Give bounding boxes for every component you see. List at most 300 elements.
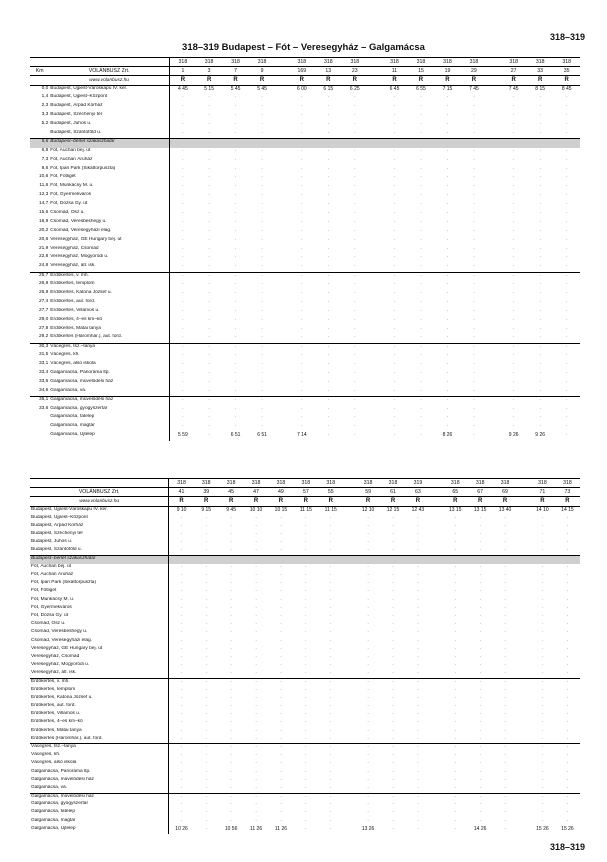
stop-name: Erdőkertes, Katona József u. — [49, 290, 169, 299]
departure-time: · — [234, 281, 237, 288]
departure-time: · — [393, 192, 396, 199]
departure-time: · — [234, 397, 237, 404]
departure-time: · — [255, 727, 257, 734]
stop-name: Csomád, Veresegyházi elág. — [30, 638, 169, 646]
departure-time: · — [261, 352, 263, 359]
departure-time: · — [565, 156, 568, 163]
departure-time: · — [473, 325, 475, 332]
departure-time: · — [417, 776, 419, 783]
departure-time: · — [280, 629, 282, 636]
departure-time: · — [234, 370, 237, 376]
departure-time: · — [353, 245, 356, 252]
departure-time: · — [300, 361, 303, 368]
km-value: 31,5 — [38, 352, 49, 358]
departure-time: 11 15 — [324, 507, 337, 513]
departure-time: · — [327, 112, 330, 119]
departure-time: · — [327, 432, 330, 439]
table-row — [30, 352, 580, 361]
departure-time — [430, 531, 442, 539]
table-row — [30, 638, 580, 646]
departure-time: · — [504, 604, 506, 611]
trip-number: 9 — [249, 67, 275, 76]
table-row — [30, 736, 580, 744]
departure-time: · — [512, 272, 515, 279]
departure-time — [487, 94, 500, 103]
departure-time: · — [261, 289, 263, 296]
departure-time: · — [261, 307, 263, 314]
departure-time — [343, 523, 355, 531]
departure-time: · — [255, 522, 257, 529]
departure-time: · — [205, 514, 208, 521]
departure-time: · — [315, 334, 341, 343]
departure-time — [343, 507, 355, 515]
departure-time: · — [454, 588, 457, 595]
departure-time: · — [392, 596, 394, 603]
departure-time: · — [565, 272, 568, 279]
departure-time: · — [208, 218, 210, 225]
table-row — [30, 343, 580, 352]
departure-time: · — [353, 121, 356, 128]
departure-time: · — [539, 405, 541, 412]
departure-time: · — [405, 736, 430, 744]
departure-time: · — [541, 760, 544, 767]
departure-time — [487, 361, 500, 370]
route-number — [487, 58, 500, 67]
departure-time — [487, 414, 500, 423]
departure-time: · — [261, 281, 263, 288]
departure-time — [343, 744, 355, 752]
departure-time: · — [205, 588, 208, 595]
route-number: 318 — [530, 479, 555, 488]
departure-time: · — [208, 112, 210, 119]
departure-time: · — [392, 612, 394, 619]
departure-time: · — [280, 711, 282, 718]
departure-time: · — [434, 334, 460, 343]
departure-time: · — [261, 361, 263, 368]
departure-time — [487, 166, 500, 175]
departure-time — [368, 290, 381, 299]
departure-time: · — [182, 414, 184, 421]
departure-time: · — [566, 572, 569, 578]
reservation-flag: R — [527, 76, 553, 86]
departure-time: · — [541, 711, 544, 718]
departure-time — [275, 299, 288, 308]
departure-time: · — [566, 711, 569, 718]
departure-time: · — [230, 563, 232, 570]
departure-time: · — [446, 414, 449, 421]
departure-time: · — [420, 414, 422, 421]
table-row — [30, 785, 580, 793]
departure-time: · — [327, 361, 330, 368]
departure-time: · — [504, 686, 506, 693]
stop-name: Budapest, Széchenyi tér — [30, 531, 169, 539]
departure-time: · — [565, 405, 568, 412]
departure-time: · — [261, 112, 263, 119]
departure-time: · — [473, 147, 475, 154]
table-row — [30, 711, 580, 719]
route-number — [368, 58, 381, 67]
departure-time: · — [420, 432, 422, 439]
departure-time: · — [512, 307, 515, 314]
stop-name: Budapest, Juhos u. — [30, 539, 169, 547]
departure-time: · — [208, 156, 210, 163]
departure-time: · — [473, 245, 475, 252]
departure-time: · — [353, 397, 356, 404]
departure-time: · — [420, 156, 422, 163]
departure-time: · — [504, 793, 506, 800]
departure-time: · — [479, 522, 481, 529]
table-row — [30, 157, 580, 166]
departure-time: · — [230, 604, 232, 611]
departure-time: · — [539, 165, 541, 172]
departure-time: · — [504, 539, 506, 546]
departure-time: · — [393, 405, 396, 412]
departure-time: · — [280, 768, 282, 775]
departure-time: · — [280, 596, 282, 603]
departure-time: · — [393, 227, 396, 234]
departure-time: · — [504, 629, 506, 636]
departure-time: · — [417, 539, 419, 546]
departure-time: · — [566, 694, 569, 701]
departure-time — [275, 370, 288, 379]
departure-time: 14 26 — [473, 825, 487, 832]
departure-time: · — [417, 662, 419, 669]
table-row — [30, 801, 580, 809]
departure-time: · — [300, 147, 303, 154]
departure-time: · — [504, 588, 506, 595]
departure-time — [275, 148, 288, 157]
departure-time — [343, 793, 355, 801]
departure-time: 14 15 — [561, 507, 574, 513]
departure-time: · — [512, 156, 515, 163]
departure-time: · — [305, 776, 307, 783]
departure-time: · — [300, 201, 303, 208]
table-row — [30, 678, 580, 686]
departure-time: · — [367, 703, 369, 709]
departure-time: · — [205, 629, 208, 636]
departure-time: 12 10 — [361, 507, 375, 513]
departure-time — [275, 210, 288, 219]
departure-time — [343, 752, 355, 760]
departure-time: · — [417, 596, 419, 603]
departure-time: · — [454, 572, 457, 578]
corner-route-label-bottom: 318–319 — [549, 842, 585, 852]
departure-time — [518, 760, 530, 768]
departure-time: · — [219, 670, 244, 678]
stop-name: Galgamácsa, gyógyszertár — [49, 406, 169, 415]
departure-time: · — [280, 776, 282, 783]
reservation-flag: R — [289, 76, 315, 86]
departure-time: · — [255, 801, 257, 808]
departure-time: · — [180, 694, 183, 701]
departure-time: · — [392, 752, 394, 759]
departure-time: · — [565, 183, 568, 190]
departure-time: · — [234, 165, 237, 172]
departure-time: · — [454, 752, 457, 759]
corner-route-label-top: 318–319 — [549, 32, 585, 42]
departure-time: · — [305, 686, 307, 693]
departure-time: · — [565, 307, 568, 314]
departure-time — [487, 397, 500, 406]
departure-time: · — [417, 629, 419, 636]
departure-time — [368, 299, 381, 308]
departure-time: · — [268, 785, 293, 793]
departure-time: · — [392, 645, 394, 652]
departure-time: · — [473, 307, 475, 314]
departure-time: · — [479, 793, 481, 800]
km-value: 33,6 — [38, 405, 49, 411]
departure-time: · — [300, 165, 303, 172]
departure-time: · — [255, 694, 257, 701]
departure-time: · — [356, 785, 381, 793]
departure-time: · — [392, 744, 394, 751]
departure-time: · — [393, 183, 396, 190]
departure-time: · — [446, 236, 449, 243]
departure-time: · — [392, 694, 394, 701]
stop-name: Galgamácsa, magtár — [49, 423, 169, 432]
departure-time: · — [393, 112, 396, 119]
departure-time: · — [261, 378, 263, 385]
departure-time — [487, 219, 500, 228]
departure-time: · — [208, 236, 210, 243]
departure-time: · — [393, 370, 396, 376]
departure-time: · — [446, 361, 449, 368]
departure-time: 15 26 — [561, 825, 574, 832]
departure-time: · — [468, 670, 493, 678]
departure-time: · — [539, 397, 541, 404]
route-number-row — [30, 58, 580, 67]
departure-time: · — [230, 629, 232, 636]
departure-time: · — [566, 752, 569, 759]
departure-time: · — [565, 423, 568, 430]
departure-time — [430, 728, 442, 736]
departure-time: 7 15 — [442, 86, 453, 92]
departure-time: · — [205, 703, 208, 709]
departure-time: · — [300, 298, 303, 305]
departure-time: · — [367, 678, 369, 685]
reservation-flag: R — [318, 497, 343, 507]
departure-time — [430, 752, 442, 760]
departure-time: · — [565, 121, 568, 128]
departure-time: · — [392, 637, 394, 644]
trip-number — [518, 488, 530, 497]
departure-time: · — [504, 711, 506, 718]
departure-time — [487, 263, 500, 272]
departure-time: · — [219, 736, 244, 744]
departure-time: · — [566, 768, 569, 775]
table-row — [30, 687, 580, 695]
departure-time: 6 15 — [323, 86, 334, 92]
departure-time: · — [527, 130, 553, 139]
departure-time: · — [479, 645, 481, 652]
trip-number-row — [30, 488, 580, 497]
departure-time: · — [512, 423, 515, 430]
departure-time: · — [300, 414, 303, 421]
departure-time — [368, 414, 381, 423]
departure-time: · — [300, 316, 303, 323]
departure-time: · — [539, 94, 541, 101]
departure-time: · — [393, 281, 396, 288]
stop-name: Budapest, Juhos u. — [49, 121, 169, 130]
departure-time: · — [300, 103, 303, 110]
departure-time: · — [255, 637, 257, 644]
departure-time: · — [566, 703, 569, 709]
table-row — [30, 769, 580, 777]
table-row — [30, 228, 580, 237]
trip-number: 33 — [527, 67, 553, 76]
departure-time: · — [479, 744, 481, 751]
departure-time: · — [255, 653, 257, 660]
route-number: 318 — [315, 58, 341, 67]
km-header: Km — [30, 67, 49, 76]
stop-name: Budapest, Széchenyi tér — [49, 112, 169, 121]
departure-time: · — [479, 719, 481, 726]
departure-time: · — [280, 563, 282, 570]
departure-time: · — [541, 539, 544, 546]
departure-time: · — [329, 621, 332, 628]
departure-time: · — [392, 727, 394, 734]
departure-time: · — [293, 785, 318, 793]
departure-time — [430, 711, 442, 719]
departure-time: · — [230, 637, 232, 644]
departure-time: · — [208, 281, 210, 288]
departure-time: · — [479, 703, 481, 709]
table-row — [30, 703, 580, 711]
departure-time: · — [367, 719, 369, 726]
departure-time: · — [420, 254, 422, 261]
departure-time: · — [327, 254, 330, 261]
departure-time: · — [541, 817, 544, 824]
stop-name: Erdőkertes, Villamos u. — [30, 711, 169, 719]
departure-time: · — [329, 531, 332, 538]
km-value: 0,0 — [41, 86, 49, 91]
departure-time: · — [446, 397, 449, 404]
departure-time: · — [504, 531, 506, 538]
departure-time: · — [541, 596, 544, 603]
departure-time: · — [255, 703, 257, 709]
departure-time: · — [255, 514, 257, 521]
route-number: 318 — [555, 479, 580, 488]
departure-time: · — [541, 686, 544, 693]
departure-time: · — [565, 432, 568, 439]
departure-time: 12 15 — [386, 507, 400, 513]
departure-time: · — [305, 604, 307, 611]
departure-time: · — [230, 809, 232, 816]
departure-time — [518, 826, 530, 834]
departure-time: · — [446, 245, 449, 252]
km-value — [30, 130, 49, 139]
departure-time: · — [446, 254, 449, 261]
departure-time: · — [280, 580, 282, 587]
departure-time: · — [512, 103, 515, 110]
departure-time: · — [539, 298, 541, 305]
departure-time: · — [393, 94, 396, 101]
departure-time: · — [392, 760, 394, 767]
departure-time: · — [230, 727, 232, 734]
departure-time: · — [539, 423, 541, 430]
departure-time: · — [446, 192, 449, 199]
departure-time: · — [208, 316, 210, 323]
departure-time: · — [305, 694, 307, 701]
departure-time: · — [417, 801, 419, 808]
departure-time: · — [539, 201, 541, 208]
departure-time: · — [255, 604, 257, 611]
stop-name: Veresegyház, átl. isk. — [49, 263, 169, 272]
km-value: 15,6 — [38, 209, 49, 215]
departure-time: · — [169, 785, 194, 793]
stop-name: Budapest–bérlet szakaszhatár — [30, 556, 169, 564]
departure-time: · — [208, 370, 210, 376]
departure-time: · — [454, 645, 457, 652]
trip-number: 11 — [381, 67, 407, 76]
departure-time — [487, 103, 500, 112]
departure-time — [430, 744, 442, 752]
header-blank — [30, 479, 169, 488]
departure-time: · — [512, 298, 515, 305]
departure-time — [518, 654, 530, 662]
departure-time: · — [180, 686, 183, 693]
departure-time: · — [196, 388, 222, 397]
departure-time: · — [512, 316, 515, 323]
trip-number: 35 — [553, 67, 580, 76]
departure-time — [430, 580, 442, 588]
departure-time: · — [565, 174, 568, 181]
departure-time: · — [329, 809, 332, 816]
departure-time: · — [300, 94, 303, 101]
departure-time: · — [479, 572, 481, 578]
route-number: 318 — [461, 58, 487, 67]
departure-time: · — [454, 686, 457, 693]
departure-time: 13 40 — [498, 507, 512, 513]
departure-time: · — [230, 703, 232, 709]
trip-number: 15 — [408, 67, 434, 76]
km-value: 24,8 — [30, 263, 49, 272]
departure-time: · — [473, 94, 475, 101]
departure-time: · — [530, 785, 555, 793]
departure-time — [430, 539, 442, 547]
departure-time: · — [205, 522, 208, 529]
departure-time: · — [329, 580, 332, 587]
departure-time — [343, 539, 355, 547]
departure-time: · — [255, 645, 257, 652]
departure-time: · — [182, 174, 184, 181]
departure-time: · — [367, 686, 369, 693]
departure-time: · — [512, 227, 515, 234]
departure-time: · — [353, 414, 356, 421]
departure-time: · — [353, 254, 356, 261]
departure-time: · — [392, 572, 394, 578]
departure-time: · — [479, 580, 481, 587]
departure-time: · — [504, 522, 506, 529]
stop-name: Fót, Dózsa Gy. út — [49, 201, 169, 210]
km-value: 26,8 — [38, 281, 49, 287]
table-row — [30, 728, 580, 736]
departure-time: · — [454, 719, 457, 726]
departure-time: · — [300, 174, 303, 181]
departure-time: · — [512, 378, 515, 385]
departure-time — [487, 379, 500, 388]
departure-time: · — [539, 254, 541, 261]
departure-time: · — [392, 604, 394, 611]
departure-time: · — [353, 174, 356, 181]
departure-time — [318, 556, 343, 564]
stop-name: Veresegyház, Csomád — [49, 246, 169, 255]
departure-time: · — [392, 703, 394, 709]
departure-time — [430, 547, 442, 555]
departure-time — [553, 139, 580, 148]
departure-time: · — [565, 325, 568, 332]
departure-time: · — [473, 298, 475, 305]
